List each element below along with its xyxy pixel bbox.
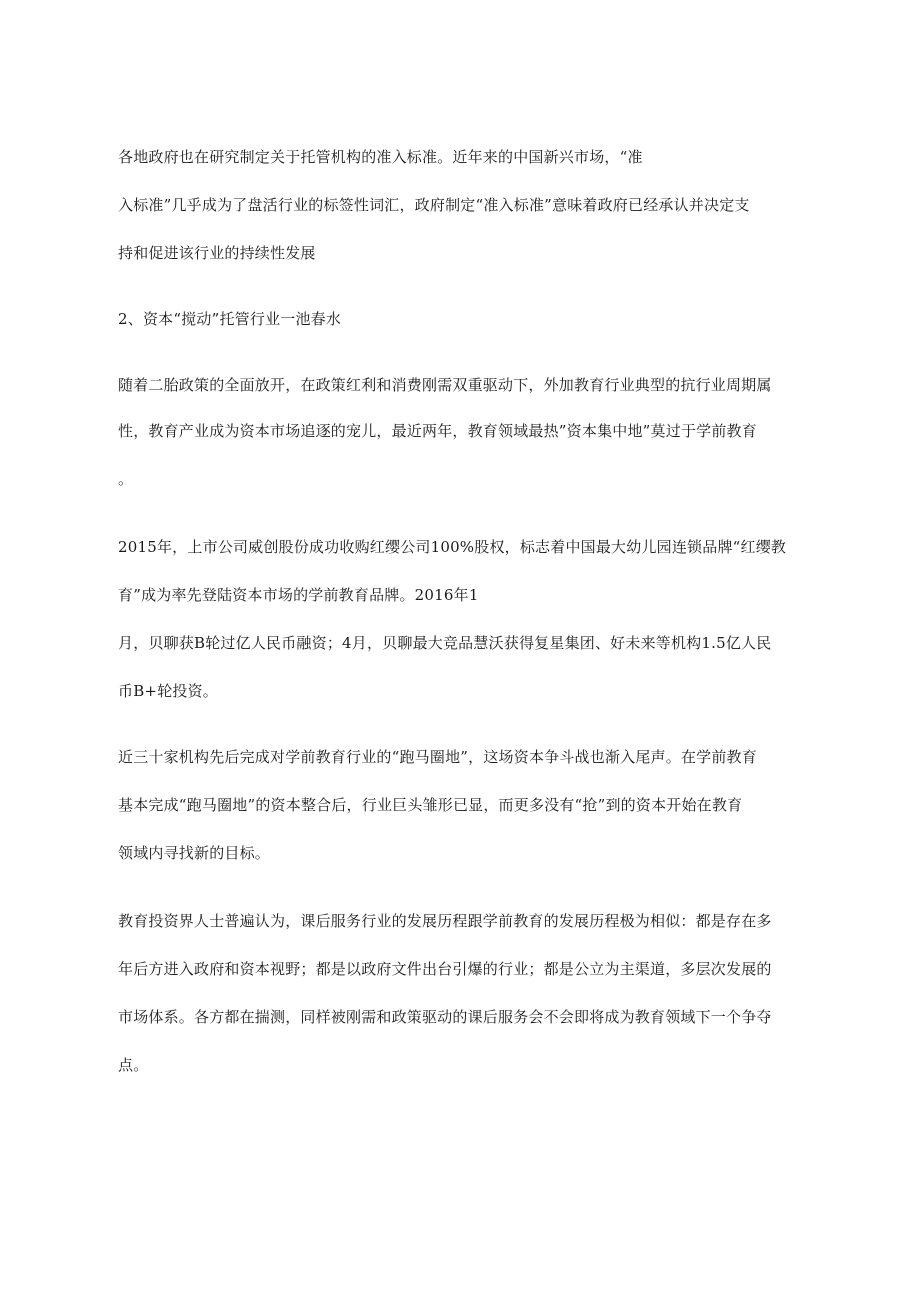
- text-line: 年后方进入政府和资本视野；都是以政府文件出台引爆的行业；都是公立为主渠道，多层次发展的: [118, 960, 772, 978]
- text-line: 月，贝聊获B轮过亿人民币融资；4月，贝聊最大竞品慧沃获得复星集团、好未来等机构1.5亿人民: [118, 634, 772, 652]
- text-line: 近三十家机构先后完成对学前教育行业的“跑马圈地”，这场资本争斗战也渐入尾声。在学前教育: [118, 748, 757, 766]
- text-line: 性，教育产业成为资本市场追逐的宠儿，最近两年，教育领域最热”资本集中地”莫过于学前教育: [118, 422, 757, 440]
- text-line: 育”成为率先登陆资本市场的学前教育品牌。2016年1: [118, 586, 479, 604]
- text-line: 各地政府也在研究制定关于托管机构的准入标准。近年来的中国新兴市场，“准: [118, 148, 643, 166]
- text-line: 领域内寻找新的目标。: [118, 844, 271, 862]
- text-line: 教育投资界人士普遍认为，课后服务行业的发展历程跟学前教育的发展历程极为相似：都是存在多: [118, 912, 772, 930]
- text-line: 持和促进该行业的持续性发展: [118, 244, 316, 262]
- text-line: 币B+轮投资。: [118, 682, 218, 700]
- text-line: 市场体系。各方都在揣测，同样被刚需和政策驱动的课后服务会不会即将成为教育领域下一个争夺: [118, 1008, 772, 1026]
- section-heading: 2、资本“搅动”托管行业一池春水: [118, 310, 342, 328]
- text-line: 基本完成“跑马圈地”的资本整合后，行业巨头雏形已显，而更多没有“抢”到的资本开始在教育: [118, 796, 743, 814]
- text-line: 入标准”几乎成为了盘活行业的标签性词汇，政府制定“准入标准”意味着政府已经承认并决定支: [118, 196, 750, 214]
- text-line: 2015年，上市公司威创股份成功收购红缨公司100%股权，标志着中国最大幼儿园连锁品牌“红缨教: [118, 538, 787, 556]
- text-line: 。: [118, 470, 134, 488]
- text-line: 随着二胎政策的全面放开，在政策红利和消费刚需双重驱动下，外加教育行业典型的抗行业周期属: [118, 376, 772, 394]
- text-line: 点。: [118, 1056, 149, 1074]
